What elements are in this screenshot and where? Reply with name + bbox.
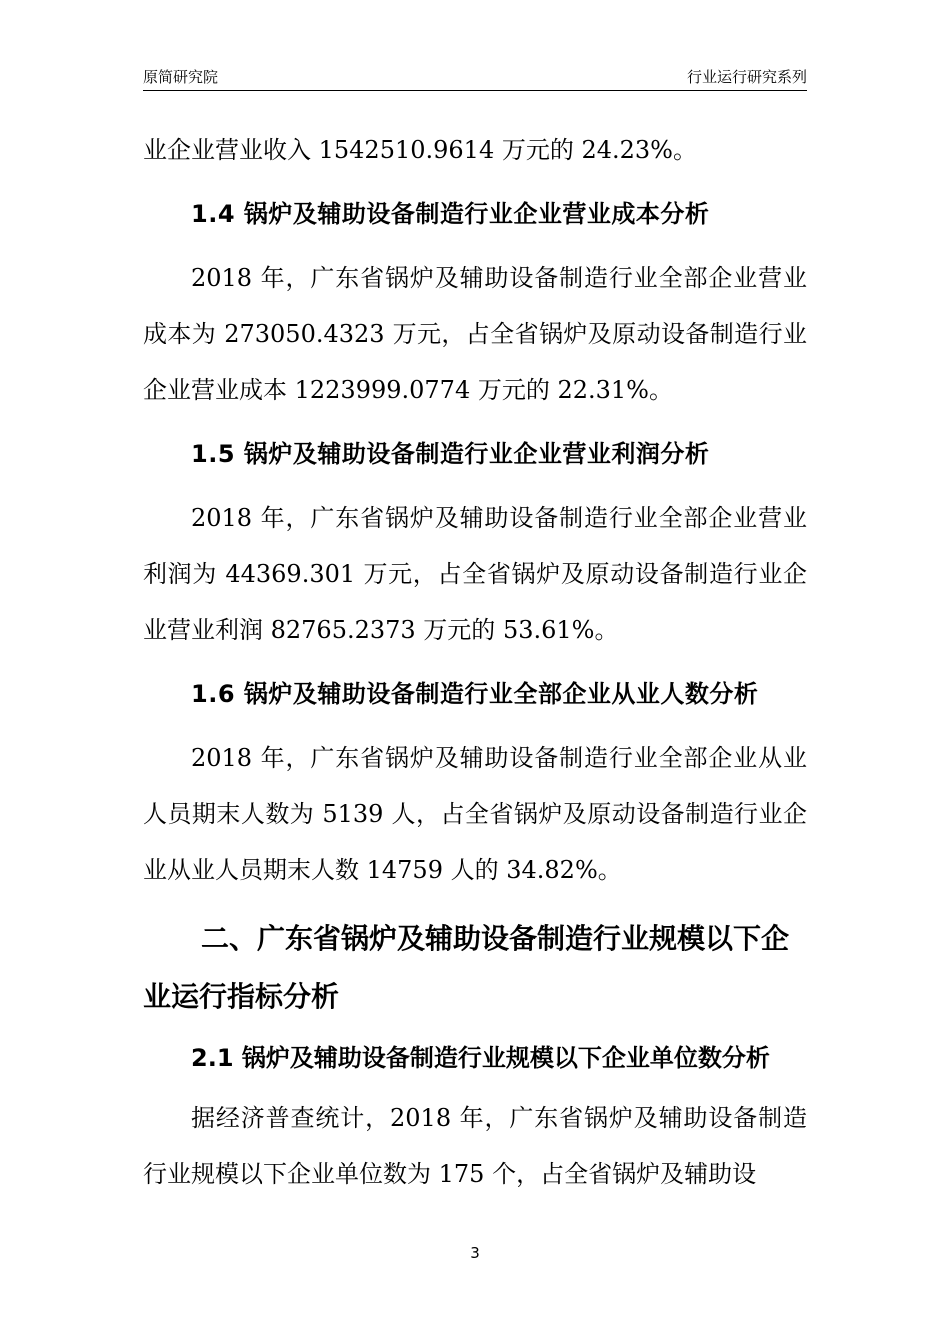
section-heading-1-4: 1.4 锅炉及辅助设备制造行业企业营业成本分析 [191,200,710,228]
section-heading-2-1: 2.1 锅炉及辅助设备制造行业规模以下企业单位数分析 [191,1044,770,1072]
header-organization: 原简研究院 [143,68,219,86]
section-heading-1-6: 1.6 锅炉及辅助设备制造行业全部企业从业人数分析 [191,680,759,708]
paragraph-continuation: 业企业营业收入 1542510.9614 万元的 24.23%。 [143,136,697,164]
page-number: 3 [470,1244,480,1262]
paragraph-operating-cost: 2018 年，广东省锅炉及辅助设备制造行业全部企业营业成本为 273050.4323 万元，占全省锅炉及原动设备制造行业企业营业成本 1223999.0774 万元的 22.31%。 [143,264,807,404]
page-header [143,64,807,91]
chapter-heading-2: 二、广东省锅炉及辅助设备制造行业规模以下企业运行指标分析 [143,922,790,1013]
section-heading-1-5: 1.5 锅炉及辅助设备制造行业企业营业利润分析 [191,440,710,468]
header-series-title: 行业运行研究系列 [686,68,807,86]
paragraph-employees: 2018 年，广东省锅炉及辅助设备制造行业全部企业从业人员期末人数为 5139 人，占全省锅炉及原动设备制造行业企业从业人员期末人数 14759 人的 34.82%。 [143,744,807,884]
document-body [143,122,807,1202]
paragraph-operating-profit: 2018 年，广东省锅炉及辅助设备制造行业全部企业营业利润为 44369.301 万元，占全省锅炉及原动设备制造行业企业营业利润 82765.2373 万元的 53.61%。 [143,504,807,644]
paragraph-unit-count: 据经济普查统计，2018 年，广东省锅炉及辅助设备制造行业规模以下企业单位数为 175 个，占全省锅炉及辅助设 [143,1104,807,1188]
